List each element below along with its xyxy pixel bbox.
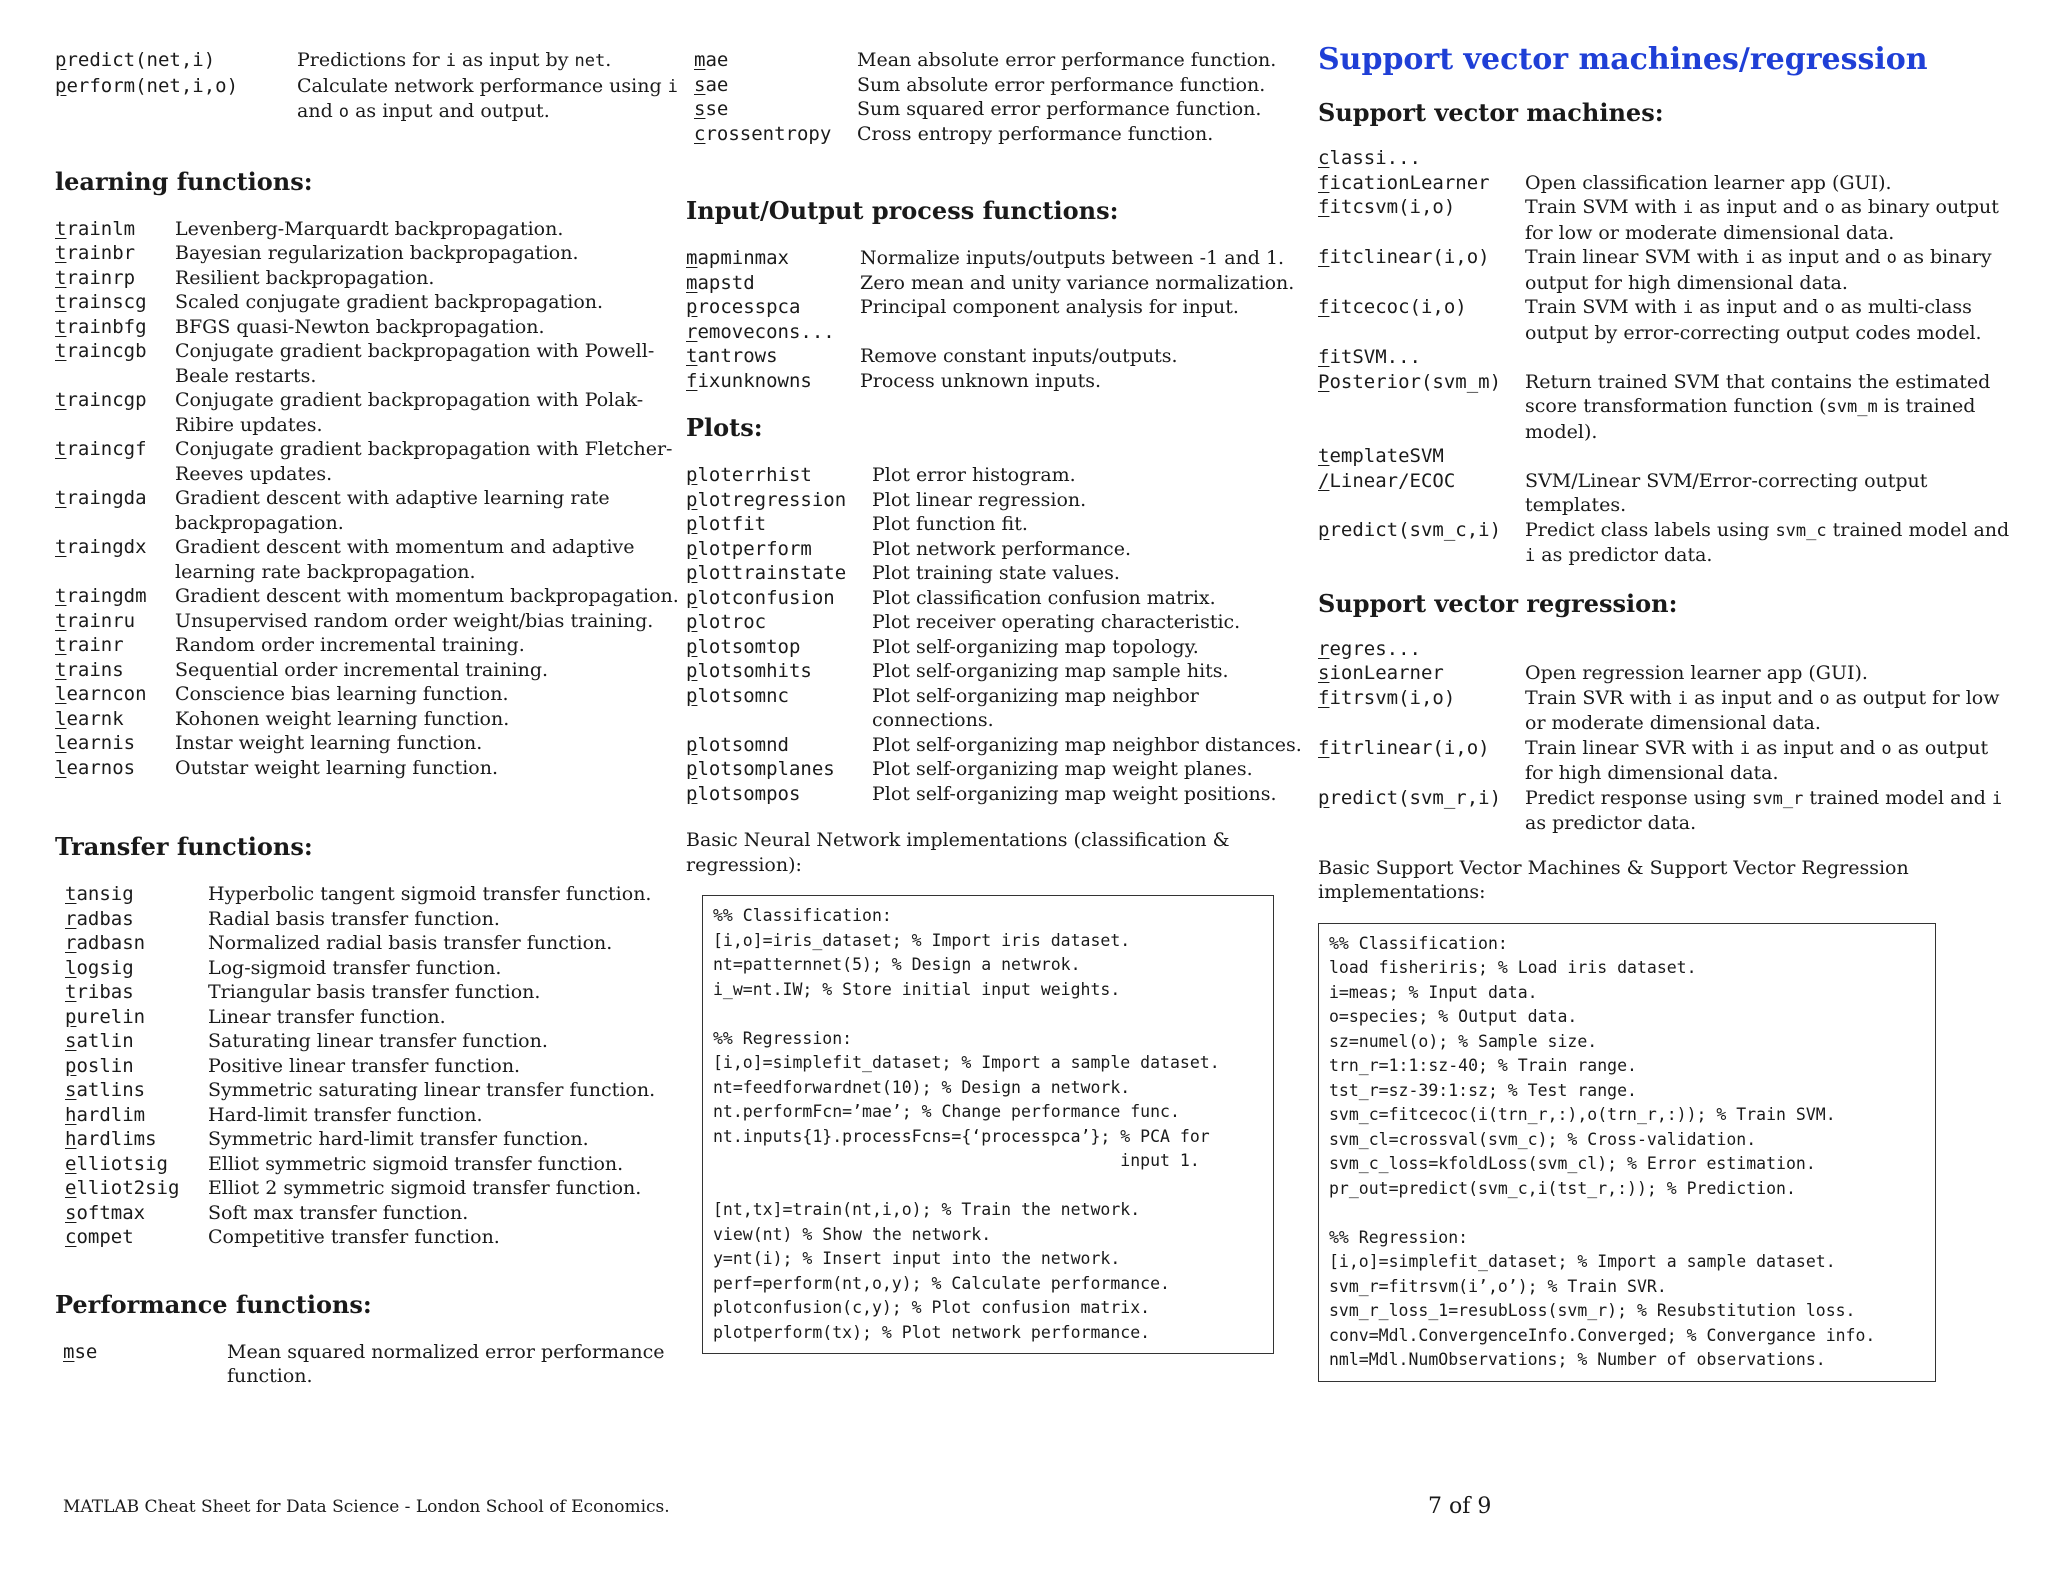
function-name: mae — [694, 49, 729, 71]
function-description: Conscience bias learning function. — [175, 683, 509, 705]
function-name: ficationLearner — [1318, 171, 1490, 194]
function-row — [1318, 469, 2018, 518]
function-description: Triangular basis transfer function. — [208, 981, 541, 1003]
function-row — [55, 437, 680, 486]
function-row — [65, 1176, 680, 1201]
function-row — [1318, 171, 2018, 196]
function-name: traingdx — [55, 536, 147, 558]
function-description: Random order incremental training. — [175, 634, 525, 656]
function-row — [694, 97, 1301, 122]
function-description: Mean absolute error performance function. — [857, 49, 1277, 71]
function-description: Sequential order incremental training. — [175, 658, 549, 681]
function-name: traingdm — [55, 585, 147, 607]
function-description: Plot self-organizing map neighbor distances. — [872, 733, 1302, 756]
function-row — [55, 48, 680, 74]
function-name: trainlm — [55, 217, 136, 240]
function-name: predict(svm_r,i) — [1318, 786, 1502, 809]
function-description: Plot self-organizing map sample hits. — [872, 660, 1229, 682]
function-description: Bayesian regularization backpropagation. — [175, 242, 579, 264]
function-row — [65, 1201, 680, 1226]
function-name: learncon — [55, 683, 147, 705]
function-description: Kohonen weight learning function. — [175, 707, 510, 730]
function-description: Cross entropy performance function. — [857, 122, 1214, 145]
function-description: Scaled conjugate gradient backpropagation. — [175, 291, 604, 313]
function-row — [686, 561, 1306, 586]
page-number: 7 of 9 — [1428, 1494, 1492, 1519]
function-description: SVM/Linear SVM/Error-correcting output templates. — [1525, 469, 1928, 516]
function-name: plotsomplanes — [686, 758, 835, 780]
function-description: Plot error histogram. — [872, 464, 1076, 486]
learning-functions-heading: learning functions: — [55, 166, 313, 196]
function-description: Symmetric saturating linear transfer function. — [208, 1079, 656, 1101]
function-row — [65, 1005, 680, 1030]
function-description: Sum absolute error performance function. — [857, 73, 1266, 96]
function-name: elliotsig — [65, 1152, 168, 1175]
function-description: Return trained SVM that contains the estimated score transformation function (svm_m is trained model). — [1525, 370, 1991, 443]
transfer-functions-table — [65, 882, 680, 1250]
function-description: Unsupervised random order weight/bias training. — [175, 609, 654, 632]
function-description: Log-sigmoid transfer function. — [208, 956, 502, 979]
function-description: Conjugate gradient backpropagation with Polak-Ribire updates. — [175, 389, 644, 436]
function-name: plotsomnc — [686, 684, 789, 707]
function-name: fitcecoc(i,o) — [1318, 296, 1467, 318]
function-name: ploterrhist — [686, 464, 812, 486]
function-description — [860, 320, 1301, 345]
function-row — [686, 684, 1306, 733]
function-row — [694, 122, 1301, 147]
function-name: traincgp — [55, 389, 147, 411]
function-name: poslin — [65, 1054, 134, 1077]
function-row — [63, 1340, 680, 1389]
function-row — [65, 1103, 680, 1128]
function-name: fixunknowns — [686, 369, 812, 392]
function-name: learnk — [55, 707, 124, 730]
function-name: mse — [63, 1340, 98, 1363]
function-name: mapminmax — [686, 247, 789, 269]
function-name: plotsomhits — [686, 660, 812, 682]
function-name: Posterior(svm_m) — [1318, 370, 1502, 393]
function-name: classi... — [1318, 147, 1421, 169]
function-name: templateSVM — [1318, 445, 1444, 467]
function-name: sse — [694, 98, 729, 120]
function-row — [686, 488, 1306, 513]
function-name: mapstd — [686, 271, 755, 294]
function-row — [1318, 661, 2018, 686]
function-name: plotconfusion — [686, 586, 835, 609]
io-process-functions-heading: Input/Output process functions: — [686, 196, 1119, 225]
top-functions-table — [55, 48, 680, 125]
nn-implementations-intro: Basic Neural Network implementations (classification & regression): — [686, 829, 1230, 876]
function-row — [55, 339, 680, 388]
function-name: fitrlinear(i,o) — [1318, 736, 1490, 759]
function-description: Plot self-organizing map weight planes. — [872, 758, 1253, 780]
function-description: Levenberg-Marquardt backpropagation. — [175, 217, 564, 240]
function-name: satlin — [65, 1030, 134, 1052]
svm-implementations-intro: Basic Support Vector Machines & Support Vector Regression implementations: — [1318, 856, 1909, 903]
function-row — [55, 241, 680, 266]
function-row — [65, 1054, 680, 1079]
function-row — [686, 463, 1306, 488]
function-name: processpca — [686, 296, 801, 318]
function-name: regres... — [1318, 637, 1421, 660]
function-description: Positive linear transfer function. — [208, 1054, 521, 1077]
function-name: compet — [65, 1226, 134, 1248]
function-description: Conjugate gradient backpropagation with Fletcher-Reeves updates. — [175, 438, 673, 485]
function-row — [55, 266, 680, 291]
function-name: traincgf — [55, 438, 147, 460]
function-name: purelin — [65, 1005, 146, 1028]
svm-main-title: Support vector machines/regression — [1318, 42, 1928, 77]
column-1 — [55, 48, 680, 1389]
function-row — [686, 320, 1301, 345]
function-description: Soft max transfer function. — [208, 1201, 469, 1224]
function-description: Train linear SVR with i as input and o as output for high dimensional data. — [1525, 736, 1989, 784]
footer-source: MATLAB Cheat Sheet for Data Science - London School of Economics. — [63, 1497, 670, 1517]
function-row — [55, 535, 680, 584]
performance-functions-heading: Performance functions: — [55, 1289, 372, 1319]
transfer-functions-heading: Transfer functions: — [55, 832, 313, 861]
function-row — [55, 290, 680, 315]
function-description: Resilient backpropagation. — [175, 266, 435, 289]
function-name: fitSVM... — [1318, 346, 1421, 368]
column-3 — [1318, 42, 2018, 1382]
function-name: fitclinear(i,o) — [1318, 246, 1490, 268]
function-description: Zero mean and unity variance normalization. — [860, 271, 1295, 294]
function-name: plotperform — [686, 537, 812, 560]
function-description: Process unknown inputs. — [860, 369, 1102, 392]
function-description: Train SVR with i as input and o as output for low or moderate dimensional data. — [1525, 686, 2000, 734]
function-row — [65, 1127, 680, 1152]
performance-functions-cont-table — [694, 48, 1301, 146]
svm-table — [1318, 146, 2018, 569]
function-name: softmax — [65, 1201, 146, 1224]
learning-functions-table — [55, 217, 680, 781]
svr-heading: Support vector regression: — [1318, 588, 1678, 618]
function-description: Predict class labels using svm_c trained model and i as predictor data. — [1525, 518, 2010, 566]
function-description: Train SVM with i as input and o as binary output for low or moderate dimensional data. — [1525, 196, 1999, 244]
function-description: Predictions for i as input by net. — [297, 49, 612, 71]
function-row — [65, 1225, 680, 1250]
function-row — [65, 907, 680, 932]
svm-code-block: %% Classification: load fisheriris; % Load iris dataset. i=meas; % Input data. o=species; % Output data. sz=numel(o); % Sample size. trn_r=1:1:sz-40; % Train range. tst_r=sz-39:1:sz; % Test range. svm_c=fitcecoc(i(trn_r,:),o(trn_r,:)); % Train SVM. svm_cl=crossval(svm_c); % Cross-validation. svm_c_loss=kfoldLoss(svm_cl); % Error estimation. pr_out=predict(svm_c,i(tst_r,:)); % Prediction. %% Regression: [i,o]=simplefit_dataset; % Import a sample dataset. svm_r=fitrsvm(i’,o’); % Train SVR. svm_r_loss_1=resubLoss(svm_r); % Resubstitution loss. conv=Mdl.ConvergenceInfo.Converged; % Convergance info. nml=Mdl.NumObservations; % Number of observations. — [1318, 923, 1936, 1382]
function-row — [65, 931, 680, 956]
function-description — [1525, 444, 2018, 469]
function-row — [55, 315, 680, 340]
function-description: Plot training state values. — [872, 562, 1120, 584]
function-name: hardlim — [65, 1103, 146, 1126]
function-name: elliot2sig — [65, 1177, 180, 1199]
function-description: Normalize inputs/outputs between -1 and 1. — [860, 247, 1285, 269]
function-name: traingda — [55, 487, 147, 509]
function-description: BFGS quasi-Newton backpropagation. — [175, 315, 545, 338]
function-description: Train linear SVM with i as input and o as binary output for high dimensional data. — [1525, 246, 1992, 294]
function-row — [55, 756, 680, 781]
function-row — [686, 271, 1301, 296]
function-name: plotfit — [686, 513, 767, 535]
function-description: Outstar weight learning function. — [175, 756, 498, 779]
svr-table — [1318, 637, 2018, 836]
function-name: plotsomnd — [686, 733, 789, 756]
function-row — [686, 369, 1301, 394]
function-description: Predict response using svm_r trained model and i as predictor data. — [1525, 786, 2003, 834]
function-name: tribas — [65, 981, 134, 1003]
function-description: Train SVM with i as input and o as multi-class output by error-correcting output codes model. — [1525, 296, 1982, 344]
function-row — [55, 609, 680, 634]
function-row — [686, 246, 1301, 271]
function-row — [1318, 786, 2018, 836]
function-row — [1318, 736, 2018, 786]
function-name: radbas — [65, 907, 134, 930]
column-2 — [686, 48, 1301, 1354]
function-name: trainbr — [55, 242, 136, 264]
function-name: trainbfg — [55, 315, 147, 338]
function-name: plottrainstate — [686, 562, 847, 584]
function-description: Competitive transfer function. — [208, 1226, 500, 1248]
function-row — [1318, 345, 2018, 370]
function-row — [65, 980, 680, 1005]
function-description: Principal component analysis for input. — [860, 296, 1239, 318]
function-description: Hyperbolic tangent sigmoid transfer function. — [208, 883, 652, 905]
function-description: Saturating linear transfer function. — [208, 1030, 548, 1052]
plots-heading: Plots: — [686, 413, 763, 442]
function-name: plotregression — [686, 488, 847, 511]
function-description: Instar weight learning function. — [175, 732, 483, 754]
function-name: predict(svm_c,i) — [1318, 518, 1502, 541]
function-description: Sum squared error performance function. — [857, 98, 1262, 120]
function-name: fitcsvm(i,o) — [1318, 196, 1456, 218]
function-row — [686, 295, 1301, 320]
function-row — [694, 73, 1301, 98]
io-process-functions-table — [686, 246, 1301, 393]
function-row — [1318, 245, 2018, 295]
function-row — [55, 584, 680, 609]
function-row — [686, 659, 1306, 684]
function-description: Remove constant inputs/outputs. — [860, 345, 1178, 367]
function-row — [1318, 146, 2018, 171]
function-name: trainr — [55, 634, 124, 656]
function-description — [1525, 345, 2018, 370]
function-row — [55, 74, 680, 125]
function-name: trainru — [55, 609, 136, 632]
function-description: Elliot 2 symmetric sigmoid transfer function. — [208, 1177, 642, 1199]
function-row — [1318, 295, 2018, 345]
function-name: tansig — [65, 883, 134, 905]
function-row — [65, 882, 680, 907]
function-description: Gradient descent with momentum backpropagation. — [175, 585, 679, 607]
function-description: Open regression learner app (GUI). — [1525, 662, 1868, 684]
function-description — [1525, 146, 2018, 171]
function-row — [55, 682, 680, 707]
function-name: logsig — [65, 956, 134, 979]
function-row — [1318, 637, 2018, 662]
function-row — [1318, 195, 2018, 245]
function-name: plotsompos — [686, 782, 801, 805]
function-description: Hard-limit transfer function. — [208, 1103, 483, 1126]
function-description: Elliot symmetric sigmoid transfer function. — [208, 1152, 624, 1175]
function-row — [686, 635, 1306, 660]
function-row — [65, 1029, 680, 1054]
function-name: satlins — [65, 1079, 146, 1101]
function-name: trainscg — [55, 291, 147, 313]
function-row — [65, 1152, 680, 1177]
function-description: Gradient descent with adaptive learning rate backpropagation. — [175, 487, 610, 534]
function-row — [1318, 444, 2018, 469]
function-name: removecons... — [686, 320, 835, 343]
function-row — [1318, 686, 2018, 736]
function-row — [55, 707, 680, 732]
function-row — [686, 782, 1306, 807]
function-description: Open classification learner app (GUI). — [1525, 171, 1892, 194]
plots-table — [686, 463, 1306, 806]
function-name: radbasn — [65, 932, 146, 954]
function-description: Plot network performance. — [872, 537, 1131, 560]
function-name: predict(net,i) — [55, 49, 216, 71]
function-name: crossentropy — [694, 122, 832, 145]
function-description: Symmetric hard-limit transfer function. — [208, 1128, 589, 1150]
function-name: sae — [694, 73, 729, 96]
function-row — [55, 633, 680, 658]
function-name: learnis — [55, 732, 136, 754]
function-name: sionLearner — [1318, 662, 1444, 684]
function-row — [686, 586, 1306, 611]
function-row — [686, 537, 1306, 562]
function-description: Conjugate gradient backpropagation with Powell-Beale restarts. — [175, 340, 655, 387]
function-row — [65, 956, 680, 981]
function-description: Plot self-organizing map topology. — [872, 635, 1199, 658]
function-description: Normalized radial basis transfer function. — [208, 932, 613, 954]
function-row — [686, 733, 1306, 758]
function-name: tantrows — [686, 345, 778, 367]
function-name: plotroc — [686, 611, 767, 633]
function-name: fitrsvm(i,o) — [1318, 686, 1456, 709]
function-row — [55, 486, 680, 535]
function-row — [694, 48, 1301, 73]
function-name: hardlims — [65, 1128, 157, 1150]
function-name: perform(net,i,o) — [55, 74, 239, 97]
function-name: plotsomtop — [686, 635, 801, 658]
function-name: trainrp — [55, 266, 136, 289]
function-description: Plot self-organizing map neighbor connections. — [872, 684, 1199, 731]
function-description: Plot function fit. — [872, 513, 1028, 535]
function-row — [55, 217, 680, 242]
function-description: Radial basis transfer function. — [208, 907, 500, 930]
function-name: learnos — [55, 756, 136, 779]
performance-functions-table — [63, 1340, 680, 1389]
svm-heading: Support vector machines: — [1318, 98, 1664, 127]
function-row — [1318, 518, 2018, 569]
function-row — [686, 344, 1301, 369]
function-row — [55, 388, 680, 437]
function-name: trains — [55, 658, 124, 681]
function-description: Plot receiver operating characteristic. — [872, 611, 1241, 633]
function-description: Mean squared normalized error performance function. — [227, 1340, 665, 1387]
function-row — [65, 1078, 680, 1103]
function-row — [686, 610, 1306, 635]
function-row — [686, 757, 1306, 782]
function-description: Plot classification confusion matrix. — [872, 586, 1216, 609]
function-description — [1525, 637, 2018, 662]
nn-code-block: %% Classification: [i,o]=iris_dataset; % Import iris dataset. nt=patternnet(5); % Design a netwrok. i_w=nt.IW; % Store initial input weights. %% Regression: [i,o]=simplefit_dataset; % Import a sample dataset. nt=feedforwardnet(10); % Design a network. nt.performFcn=’mae’; % Change performance func. nt.inputs{1}.processFcns={‘processpca’}; % PCA for input 1. [nt,tx]=train(nt,i,o); % Train the network. view(nt) % Show the network. y=nt(i); % Insert input into the network. perf=perform(nt,o,y); % Calculate performance. plotconfusion(c,y); % Plot confusion matrix. plotperform(tx); % Plot network performance. — [702, 895, 1274, 1354]
function-description: Plot linear regression. — [872, 488, 1087, 511]
function-description: Calculate network performance using i and o as input and output. — [297, 74, 678, 122]
function-description: Gradient descent with momentum and adaptive learning rate backpropagation. — [175, 536, 635, 583]
function-description: Plot self-organizing map weight positions. — [872, 782, 1277, 805]
function-row — [1318, 370, 2018, 445]
function-row — [55, 658, 680, 683]
function-name: traincgb — [55, 340, 147, 362]
function-row — [686, 512, 1306, 537]
function-description: Linear transfer function. — [208, 1005, 446, 1028]
function-row — [55, 731, 680, 756]
function-name: /Linear/ECOC — [1318, 469, 1456, 492]
